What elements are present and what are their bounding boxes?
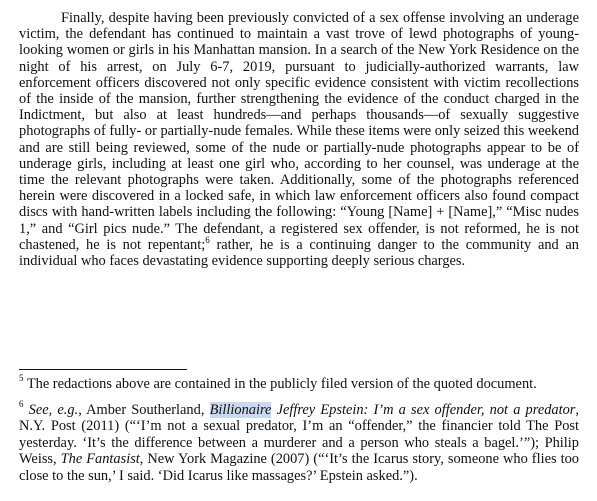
footnote-6-number: 6	[19, 399, 24, 410]
selected-text-highlight[interactable]: Billionaire	[209, 402, 272, 418]
document-body	[19, 10, 579, 269]
footnote-5-number: 5	[19, 373, 24, 384]
footnote-6-source-2: , New York Magazine (2007) (“‘It’s the Icarus story, someone who flies too close to the sun,’ I said. ‘Did Icarus like massages?’ Epstein asked.”).	[19, 451, 579, 484]
body-paragraph	[19, 10, 579, 269]
footnote-6-title-2: The Fantasist	[60, 451, 140, 468]
footnote-5-text: The redactions above are contained in the publicly filed version of the quoted document.	[23, 376, 537, 392]
footnote-6-author-1: , Amber Southerland,	[78, 402, 210, 418]
footnote-separator	[19, 369, 187, 370]
footnote-6-signal: See, e.g.	[28, 402, 79, 418]
footnote-6-source-1: , N.Y. Post (2011) (“‘I’m not a sexual predator, I’m an “offender,” the financier told The Post yesterday. ‘It’s the difference between a murderer and a person who steals a bagel.’”); Philip Weiss,	[19, 402, 579, 468]
footnote-reference-6[interactable]: 6	[205, 235, 210, 246]
footnote-6-title-1: Jeffrey Epstein: I’m a sex offender, not a predator	[271, 402, 576, 418]
footnote-6	[19, 399, 579, 484]
body-text-part-2: rather, he is a continuing danger to the community and an individual who faces devastating evidence supporting deeply serious charges.	[19, 236, 580, 270]
body-text-part-1: Finally, despite having been previously convicted of a sex offense involving an underage victim, the defendant has continued to maintain a vast trove of lewd photographs of young-looking women or girls in his Manhattan mansion. In a search of the New York Residence on the night of his arrest, on July 6-7, 2019, pursuant to judicially-authorized warrants, law enforcement officers discovered not only specific evidence consistent with victim recollections of the inside of the mansion, further strengthening the evidence of the conduct charged in the Indictment, but also at least hundreds—and perhaps thousands—of sexually suggestive photographs of fully- or partially-nude females. While these items were only seized this weekend and are still being reviewed, some of the nude or partially-nude photographs appear to be of underage girls, including at least one girl who, according to her counsel, was underage at the time the relevant photographs were taken. Additionally, some of the photographs referenced herein were discovered in a locked safe, in which law enforcement officers also found compact discs with hand-written labels including the following: “Young [Name] + [Name],” “Misc nudes 1,” and “Girl pics nude.” The defendant, a registered sex offender, is not reformed, he is not chastened, he is not repentant;	[19, 10, 579, 253]
footnote-5	[19, 373, 579, 392]
